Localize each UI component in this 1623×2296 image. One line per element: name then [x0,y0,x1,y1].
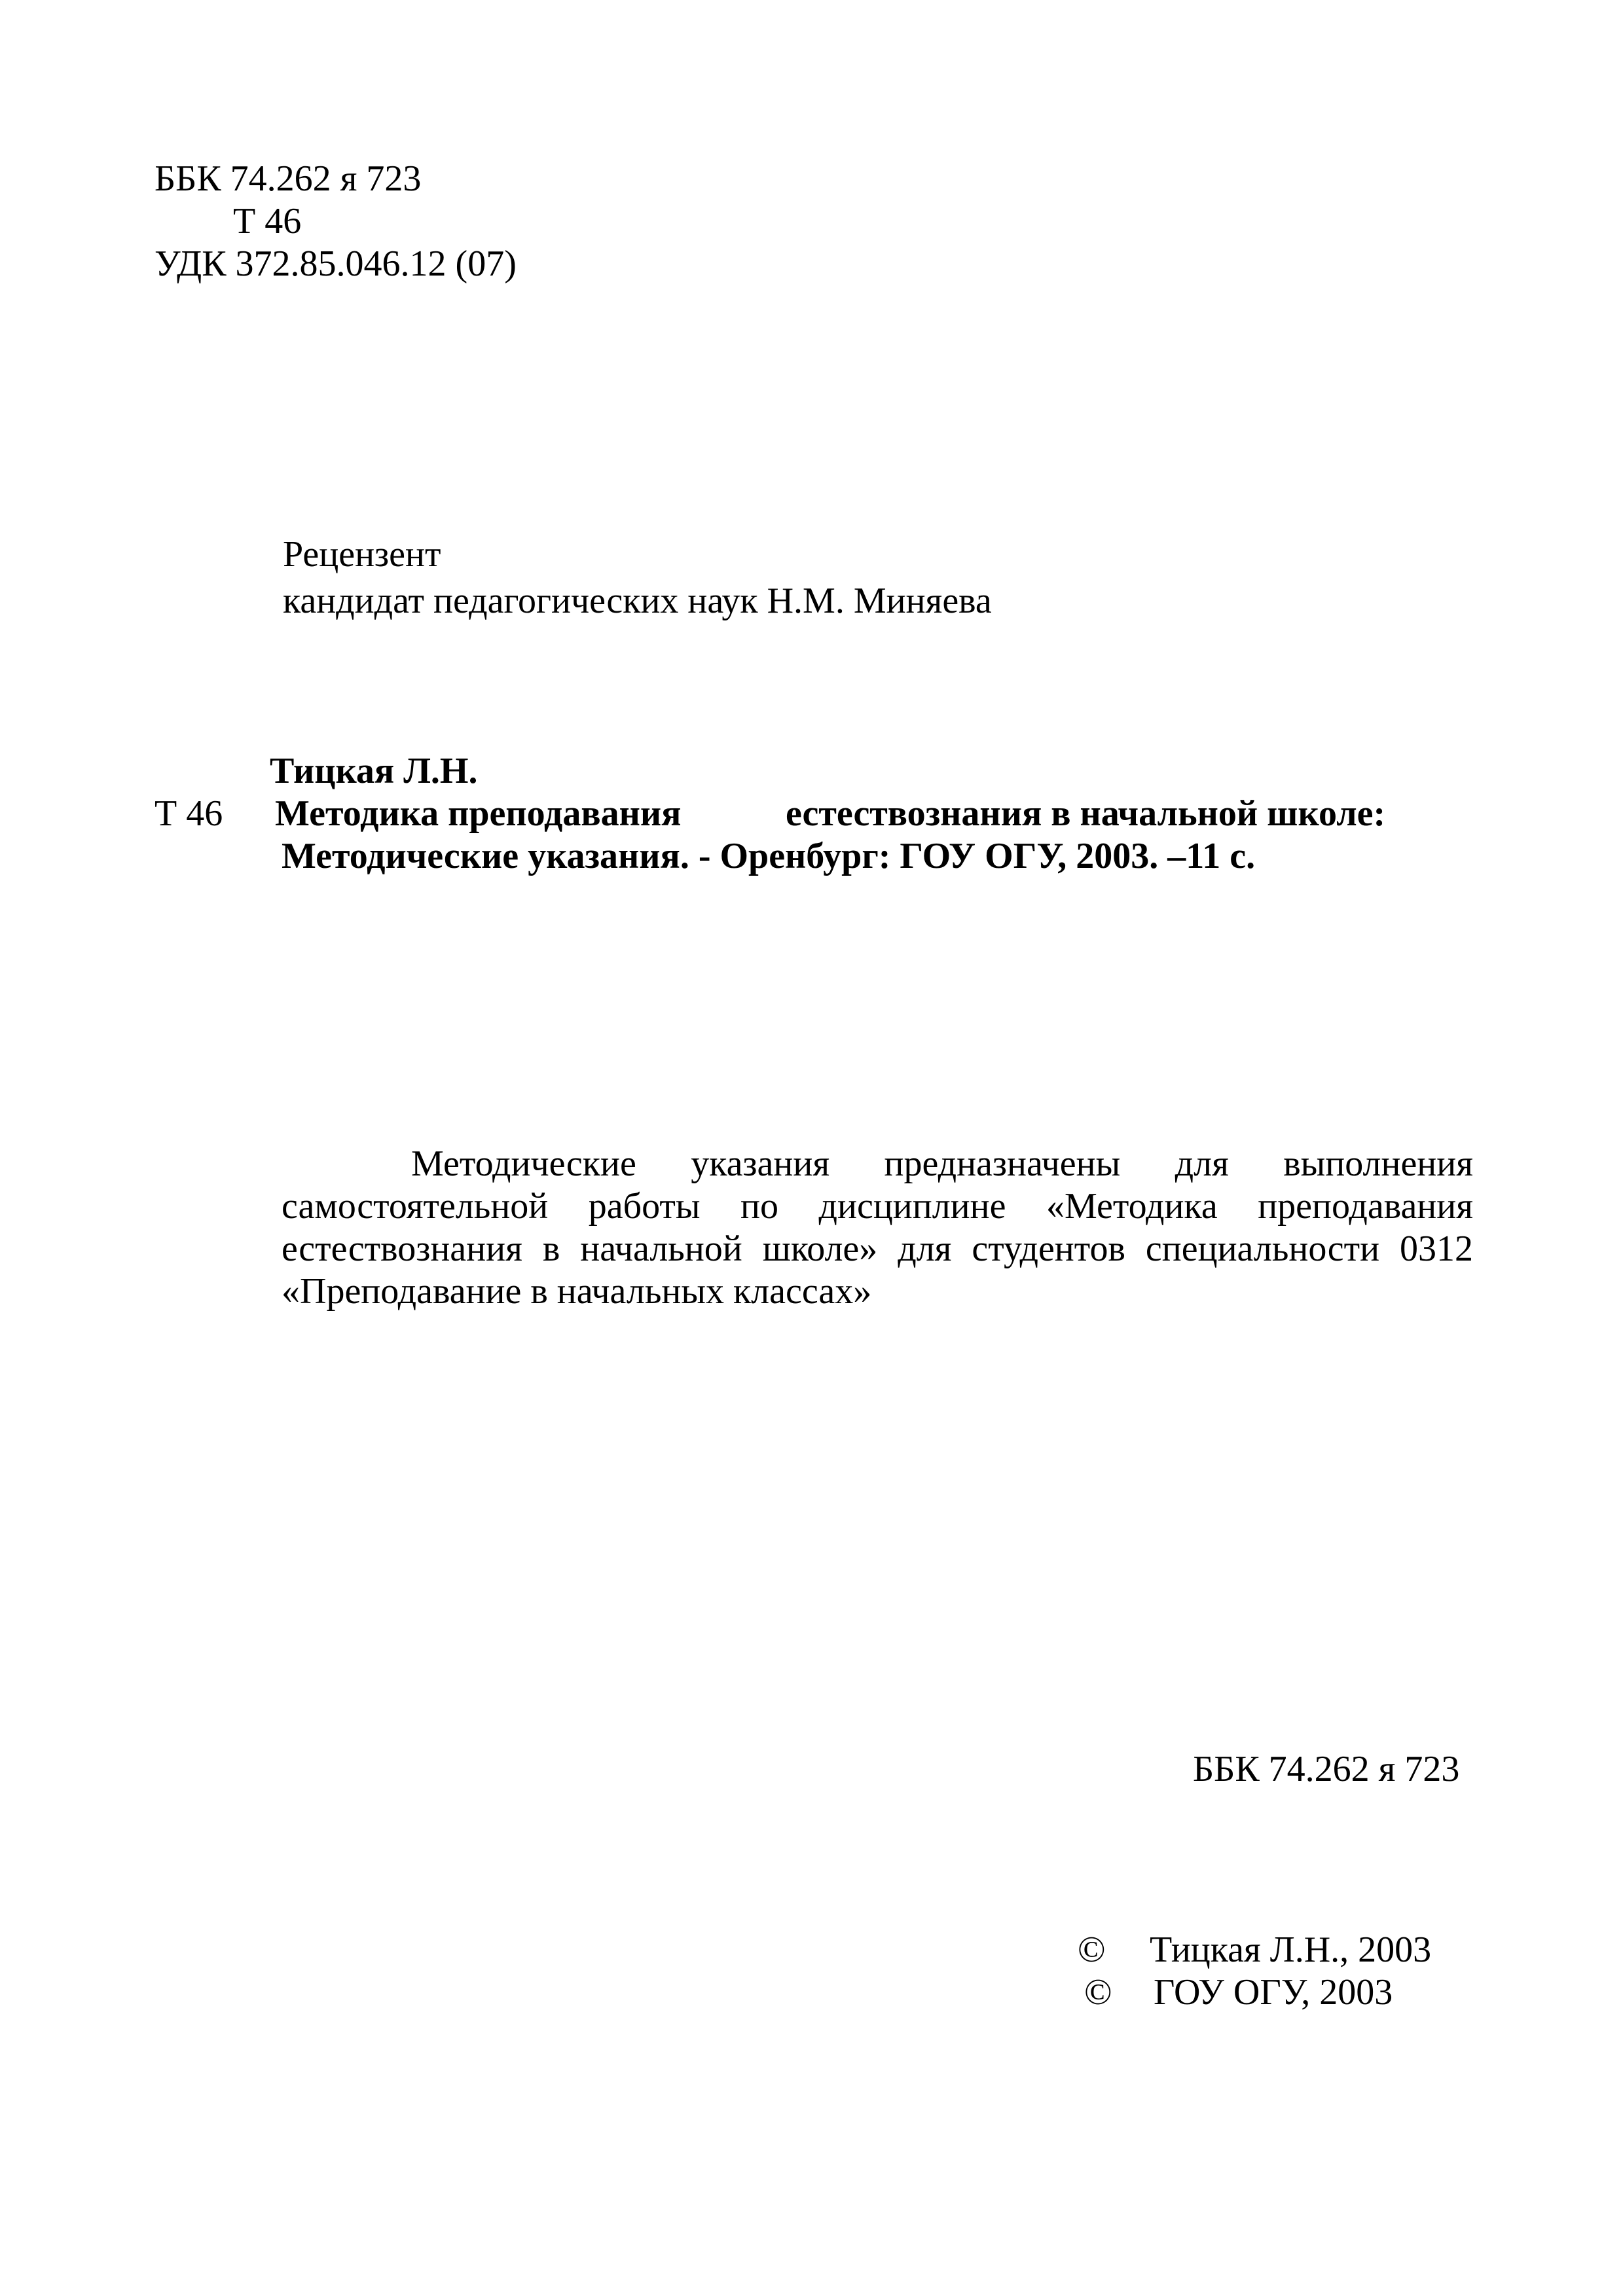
copyright-icon: © [1084,1972,1112,2013]
abstract-line: естествознания в начальной школе» для студентов специальности 0312 [282,1229,1473,1269]
copyright-author: Тицкая Л.Н., 2003 [1150,1929,1432,1970]
bbk-code-top: ББК 74.262 я 723 [155,158,422,199]
bibliography-code: Т 46 [155,793,223,834]
bibliography-publication: Методические указания. - Оренбург: ГОУ ОГУ, 2003. –11 с. [282,836,1256,876]
author-code-top: Т 46 [233,201,302,242]
abstract-line: самостоятельной работы по дисциплине «Методика преподавания [282,1186,1473,1227]
reviewer-name: кандидат педагогических наук Н.М. Миняева [283,581,992,621]
copyright-icon: © [1078,1929,1106,1970]
abstract-line: «Преподавание в начальных классах» [282,1271,872,1312]
udk-code: УДК 372.85.046.12 (07) [155,243,517,284]
bibliography-author: Тицкая Л.Н. [270,751,478,791]
abstract-line: Методические указания предназначены для выполнения [411,1143,1473,1184]
bibliography-title-part2: естествознания в начальной школе: [786,793,1386,834]
bibliography-title-part1: Методика преподавания [275,793,682,834]
copyright-publisher: ГОУ ОГУ, 2003 [1154,1972,1393,2013]
bbk-code-bottom: ББК 74.262 я 723 [1193,1749,1460,1789]
reviewer-label: Рецензент [283,534,441,575]
